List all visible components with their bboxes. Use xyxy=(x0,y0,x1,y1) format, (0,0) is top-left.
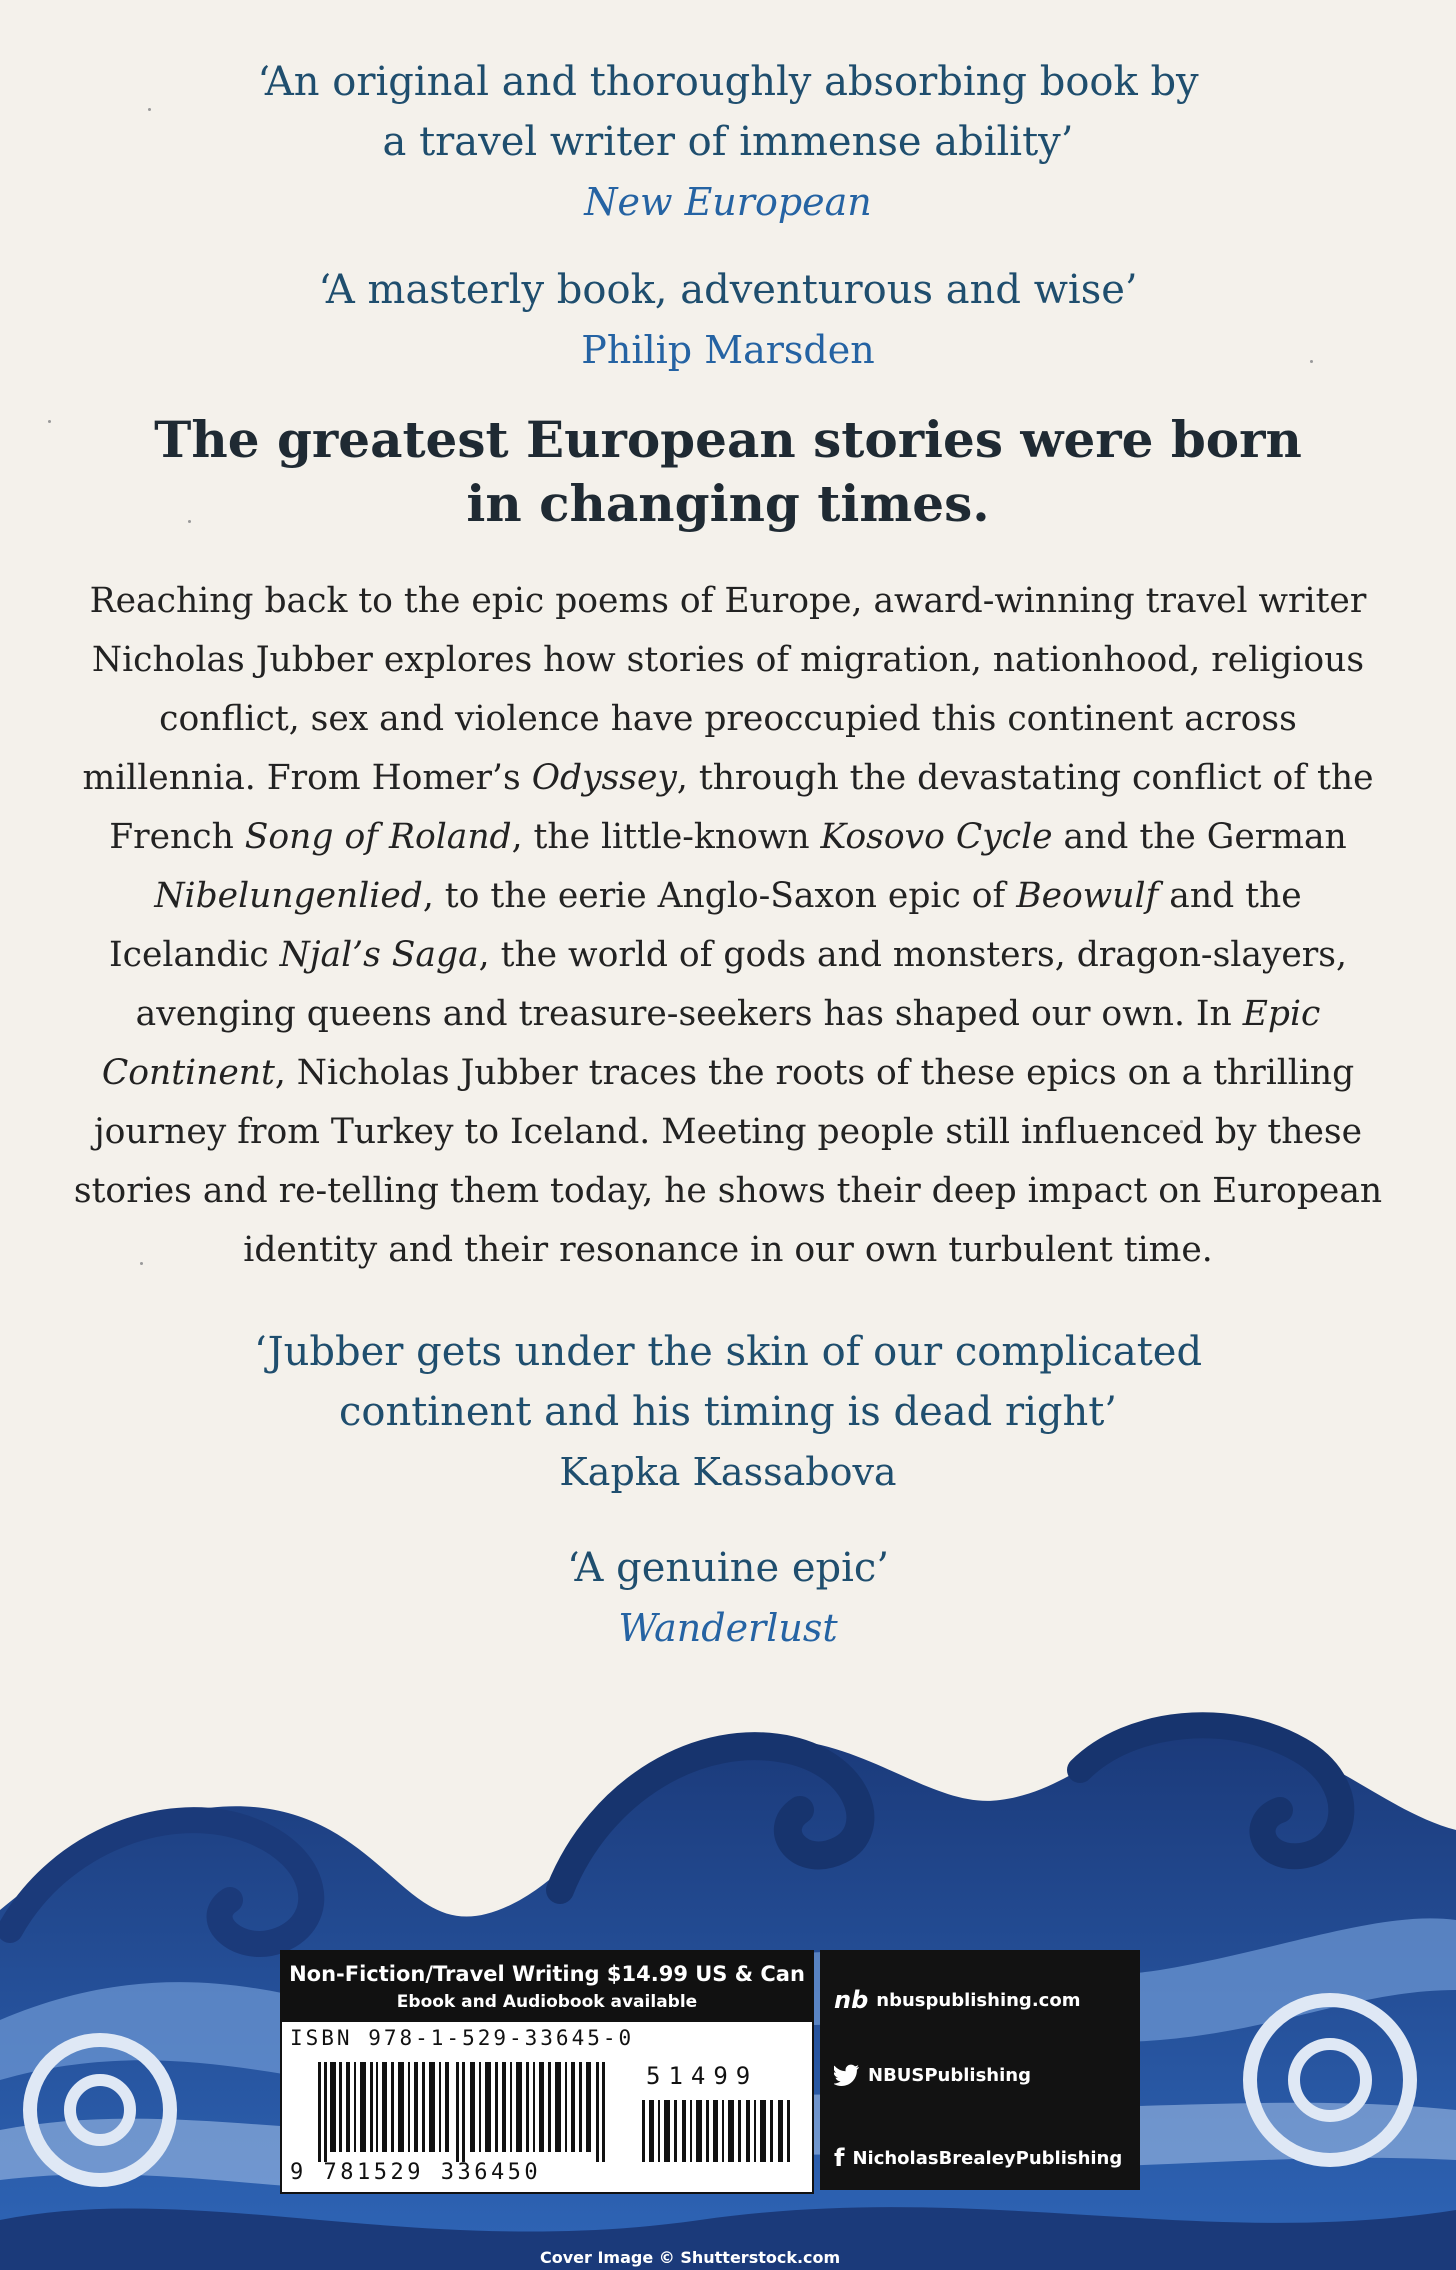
addon-barcode-icon xyxy=(642,2100,792,2162)
website-link[interactable] xyxy=(834,1986,1080,2014)
facebook-icon: f xyxy=(834,2144,845,2172)
isbn-number: ISBN 978-1-529-33645-0 xyxy=(290,2026,635,2050)
publisher-links-box xyxy=(820,1950,1140,2190)
headline-line: in changing times. xyxy=(466,474,990,533)
review-quote xyxy=(0,260,1456,380)
price-line: Non-Fiction/Travel Writing $14.99 US & Can xyxy=(289,1962,805,1986)
quote-line: ‘An original and thoroughly absorbing book by xyxy=(257,59,1199,105)
addon-digits: 51499 xyxy=(646,2062,759,2090)
quote-line: ‘Jubber gets under the skin of our complicated xyxy=(253,1329,1203,1375)
ebook-availability: Ebook and Audiobook available xyxy=(396,1992,698,2012)
quote-source: Kapka Kassabova xyxy=(559,1450,897,1494)
twitter-bird-icon xyxy=(834,2064,860,2086)
price-barcode-box xyxy=(280,1950,814,2194)
headline xyxy=(0,408,1456,536)
barcode-icon xyxy=(318,2062,608,2162)
quote-source: New European xyxy=(584,180,872,224)
quote-source: Wanderlust xyxy=(618,1606,838,1650)
facebook-link[interactable] xyxy=(834,2144,1122,2172)
headline-line: The greatest European stories were born xyxy=(154,410,1302,469)
quote-line: ‘A masterly book, adventurous and wise’ xyxy=(318,267,1138,313)
website-label: nbuspublishing.com xyxy=(876,1989,1081,2011)
review-quote xyxy=(0,1538,1456,1658)
facebook-label: NicholasBrealeyPublishing xyxy=(852,2147,1123,2169)
quote-line: ‘A genuine epic’ xyxy=(566,1545,890,1591)
quote-line: continent and his timing is dead right’ xyxy=(338,1389,1118,1435)
barcode-digits: 9 781529 336450 xyxy=(290,2160,542,2185)
twitter-label: NBUSPublishing xyxy=(868,2064,1031,2086)
quote-source: Philip Marsden xyxy=(581,328,875,372)
cover-image-credit: Cover Image © Shutterstock.com xyxy=(540,2248,841,2267)
price-header xyxy=(282,1952,812,2022)
quote-line: a travel writer of immense ability’ xyxy=(382,119,1074,165)
twitter-link[interactable] xyxy=(834,2064,1031,2086)
blurb-paragraph: Reaching back to the epic poems of Europe, award-winning travel writer Nicholas Jubber explores how stories of migration, nationhood, religious conflict, sex and violence have preoccupied this continent across millennia. From Homer’s Odyssey, through the devastating conflict of the French Song of Roland, the little-known Kosovo Cycle and the German Nibelungenlied, to the eerie Anglo-Saxon epic of Beowulf and the Icelandic Njal’s Saga, the world of gods and monsters, dragon-slayers, avenging queens and treasure-seekers has shaped our own. In Epic Continent, Nicholas Jubber traces the roots of these epics on a thrilling journey from Turkey to Iceland. Meeting people still influenced by these stories and re-telling them today, he shows their deep impact on European identity and their resonance in our own turbulent time. xyxy=(73,581,1383,1270)
review-quote xyxy=(0,52,1456,232)
review-quote xyxy=(0,1322,1456,1502)
nb-logo-icon: nb xyxy=(834,1986,869,2014)
